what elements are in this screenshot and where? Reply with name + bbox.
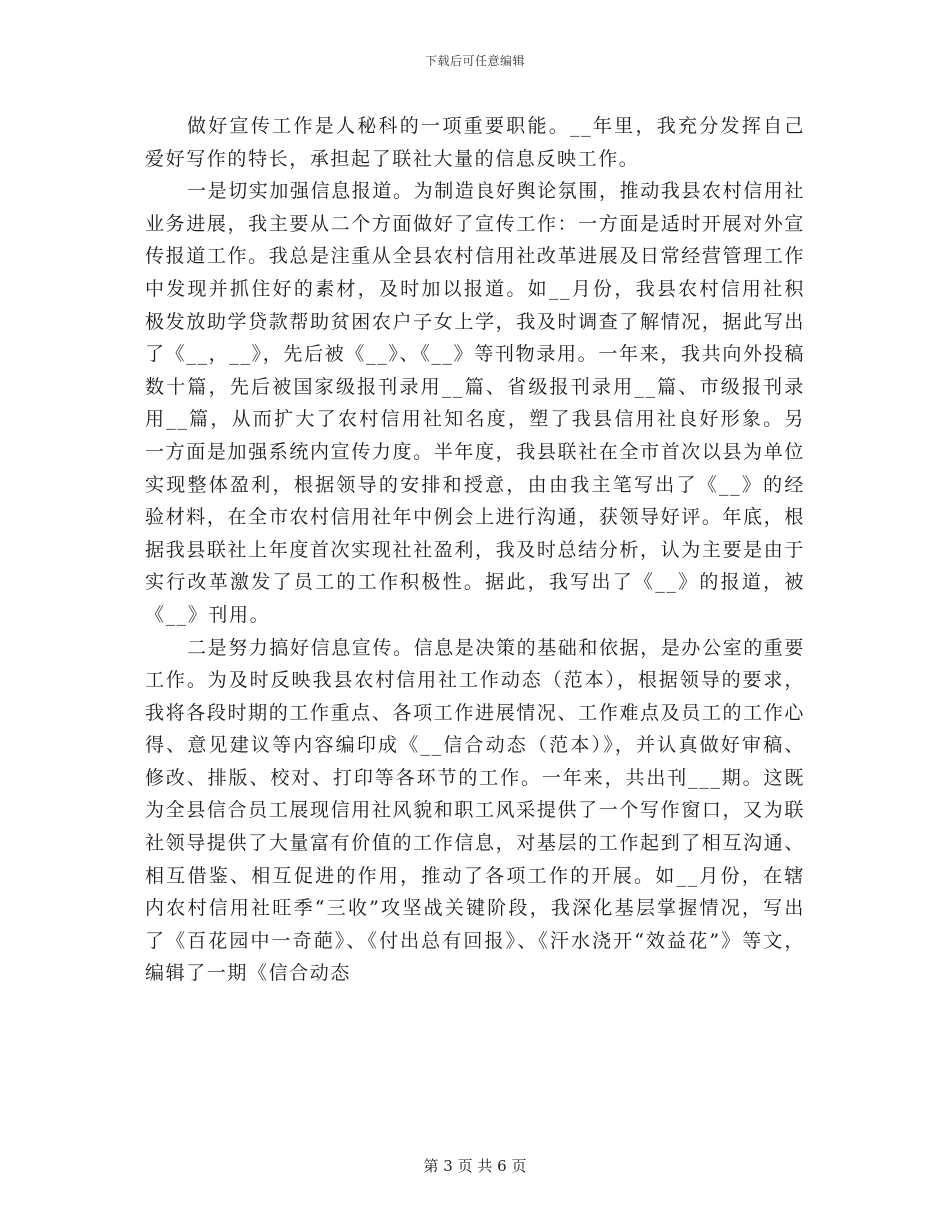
paragraph-intro: 做好宣传工作是人秘科的一项重要职能。__年里，我充分发挥自己爱好写作的特长，承担起了联社大量的信息反映工作。 xyxy=(145,115,805,170)
page-number: 第 3 页 共 6 页 xyxy=(423,1157,527,1175)
paragraph-info-reporting: 一是切实加强信息报道。为制造良好舆论氛围，推动我县农村信用社业务进展，我主要从二个方面做好了宣传工作：一方面是适时开展对外宣传报道工作。我总是注重从全县农村信用社改革进展及日常经营管理工作中发现并抓住好的素材，及时加以报道。如__月份，我县农村信用社积极发放助学贷款帮助贫困农户子女上学，我及时调查了解情况，据此写出了《__，__》，先后被《__》、《__》等刊物录用。一年来，我共向外投稿数十篇，先后被国家级报刊录用__篇、省级报刊录用__篇、市级报刊录用__篇，从而扩大了农村信用社知名度，塑了我县信用社良好形象。另一方面是加强系统内宣传力度。半年度，我县联社在全市首次以县为单位实现整体盈利，根据领导的安排和授意，由由我主笔写出了《__》的经验材料，在全市农村信用社年中例会上进行沟通，获领导好评。年底，根据我县联社上年度首次实现社社盈利，我及时总结分析，认为主要是由于实行改革激发了员工的工作积极性。据此，我写出了《__》的报道，被《__》刊用。 xyxy=(145,180,806,626)
document-body xyxy=(145,110,805,990)
header-note: 下载后可任意编辑 xyxy=(424,54,525,68)
paragraph-info-publicity: 二是努力搞好信息宣传。信息是决策的基础和依据，是办公室的重要工作。为及时反映我县农村信用社工作动态（范本），根据领导的要求，我将各段时期的工作重点、各项工作进展情况、工作难点及员工的工作心得、意见建议等内容编印成《__信合动态（范本）》，并认真做好审稿、修改、排版、校对、打印等各环节的工作。一年来，共出刊___期。这既为全县信合员工展现信用社风貌和职工风采提供了一个写作窗口，又为联社领导提供了大量富有价值的工作信息，对基层的工作起到了相互沟通、相互借鉴、相互促进的作用，推动了各项工作的开展。如__月份，在辖内农村信用社旺季“三收”攻坚战关键阶段，我深化基层掌握情况，写出了《百花园中一奇葩》、《付出总有回报》、《汗水浇开“效益花”》等文，编辑了一期《信合动态 xyxy=(145,636,806,985)
